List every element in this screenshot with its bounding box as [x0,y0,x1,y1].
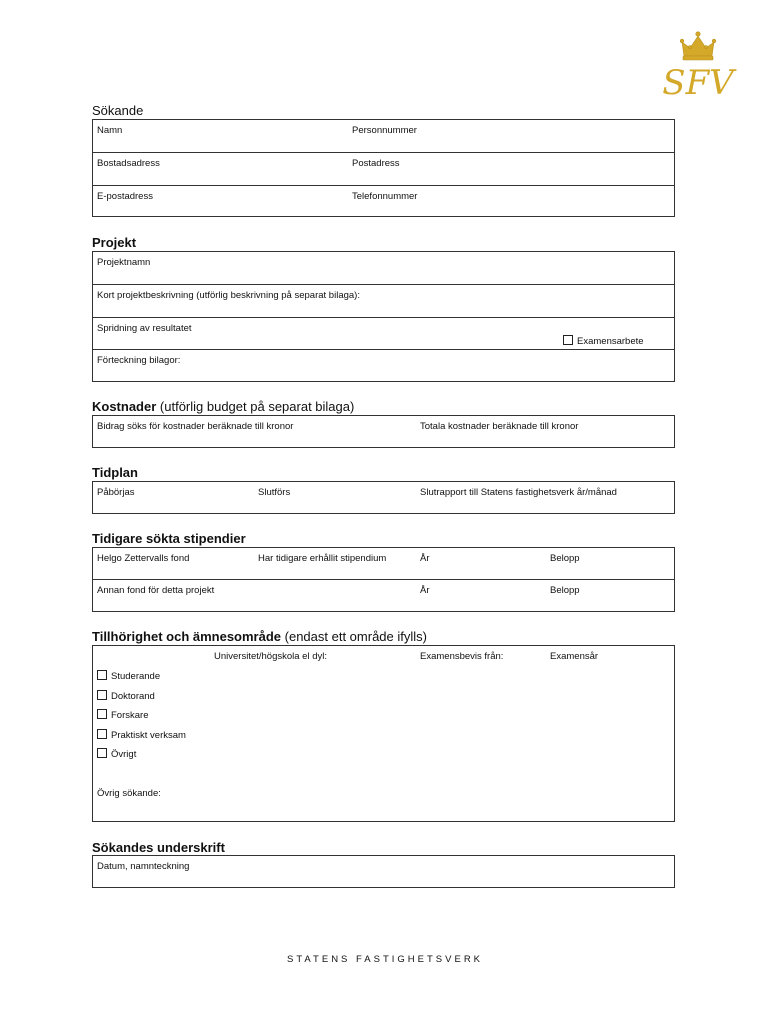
option-doktorand[interactable] [97,690,155,702]
praktiskt-verksam-label: Praktiskt verksam [111,730,186,741]
studerande-checkbox[interactable] [97,670,107,680]
label-annan-fond[interactable]: Annan fond för detta projekt [97,585,215,596]
label-bidrag[interactable]: Bidrag söks för kostnader beräknade till kronor [97,421,294,432]
section-title-tidplan: Tidplan [92,465,138,480]
row-annan [93,580,674,611]
underskrift-box [92,855,675,888]
section-title-stipendier: Tidigare sökta stipendier [92,531,246,546]
label-belopp-2[interactable]: Belopp [550,585,580,596]
sfv-logo [656,28,740,108]
label-paborjas[interactable]: Påbörjas [97,487,135,498]
label-universitet[interactable]: Universitet/högskola el dyl: [214,651,327,662]
row-adress [93,153,674,186]
ovrigt-label: Övrigt [111,749,137,760]
label-slutrapport[interactable]: Slutrapport till Statens fastighetsverk år/månad [420,487,617,498]
label-projektnamn[interactable]: Projektnamn [97,257,151,268]
row-kontakt [93,186,674,216]
tidplan-box [92,481,675,514]
label-examensar[interactable]: Examensår [550,651,599,662]
studerande-label: Studerande [111,671,161,682]
row-namn [93,120,674,153]
label-postadress[interactable]: Postadress [352,158,400,169]
option-studerande[interactable] [97,670,160,682]
row-bilagor [93,350,674,381]
label-ovrig-sokande[interactable]: Övrig sökande: [97,788,161,799]
row-projektnamn [93,252,674,285]
label-examensbevis[interactable]: Examensbevis från: [420,651,504,662]
section-title-kostnader: Kostnader (utförlig budget på separat bilaga) [92,399,355,414]
section-title-sokande: Sökande [92,103,144,118]
examensarbete-option[interactable] [563,335,644,347]
tillhorighet-box [92,645,675,822]
label-totala[interactable]: Totala kostnader beräknade till kronor [420,421,579,432]
label-har-tidigare[interactable]: Har tidigare erhållit stipendium [258,553,387,564]
sokande-box [92,119,675,217]
logo-monogram: SFV [662,63,734,103]
row-helgo [93,548,674,580]
kostnader-box [92,415,675,448]
row-spridning [93,318,674,350]
forskare-checkbox[interactable] [97,709,107,719]
label-helgo[interactable]: Helgo Zettervalls fond [97,553,190,564]
label-personnummer[interactable]: Personnummer [352,125,417,136]
label-slutfors[interactable]: Slutförs [258,487,291,498]
label-beskrivning[interactable]: Kort projektbeskrivning (utförlig beskrivning på separat bilaga): [97,290,360,301]
section-title-tillhorighet: Tillhörighet och ämnesområde (endast ett område ifylls) [92,629,427,644]
label-belopp-1[interactable]: Belopp [550,553,580,564]
ovrigt-checkbox[interactable] [97,748,107,758]
label-datum-namnteckning[interactable]: Datum, namnteckning [97,861,190,872]
label-namn[interactable]: Namn [97,125,123,136]
label-telefon[interactable]: Telefonnummer [352,191,418,202]
examensarbete-label: Examensarbete [577,336,644,347]
footer-agency-name: STATENS FASTIGHETSVERK [286,954,484,965]
doktorand-checkbox[interactable] [97,690,107,700]
label-epost[interactable]: E-postadress [97,191,153,202]
label-bilagor[interactable]: Förteckning bilagor: [97,355,181,366]
row-beskrivning [93,285,674,318]
stipendier-box [92,547,675,612]
option-ovrigt[interactable] [97,748,136,760]
examensarbete-checkbox[interactable] [563,335,573,345]
section-title-projekt: Projekt [92,235,137,250]
label-spridning[interactable]: Spridning av resultatet [97,323,192,334]
praktiskt-verksam-checkbox[interactable] [97,729,107,739]
section-title-underskrift: Sökandes underskrift [92,840,225,855]
forskare-label: Forskare [111,710,149,721]
projekt-box [92,251,675,382]
label-bostadsadress[interactable]: Bostadsadress [97,158,160,169]
option-praktiskt-verksam[interactable] [97,729,186,741]
option-forskare[interactable] [97,709,148,721]
doktorand-label: Doktorand [111,691,155,702]
label-ar-1[interactable]: År [420,553,430,564]
label-ar-2[interactable]: År [420,585,430,596]
